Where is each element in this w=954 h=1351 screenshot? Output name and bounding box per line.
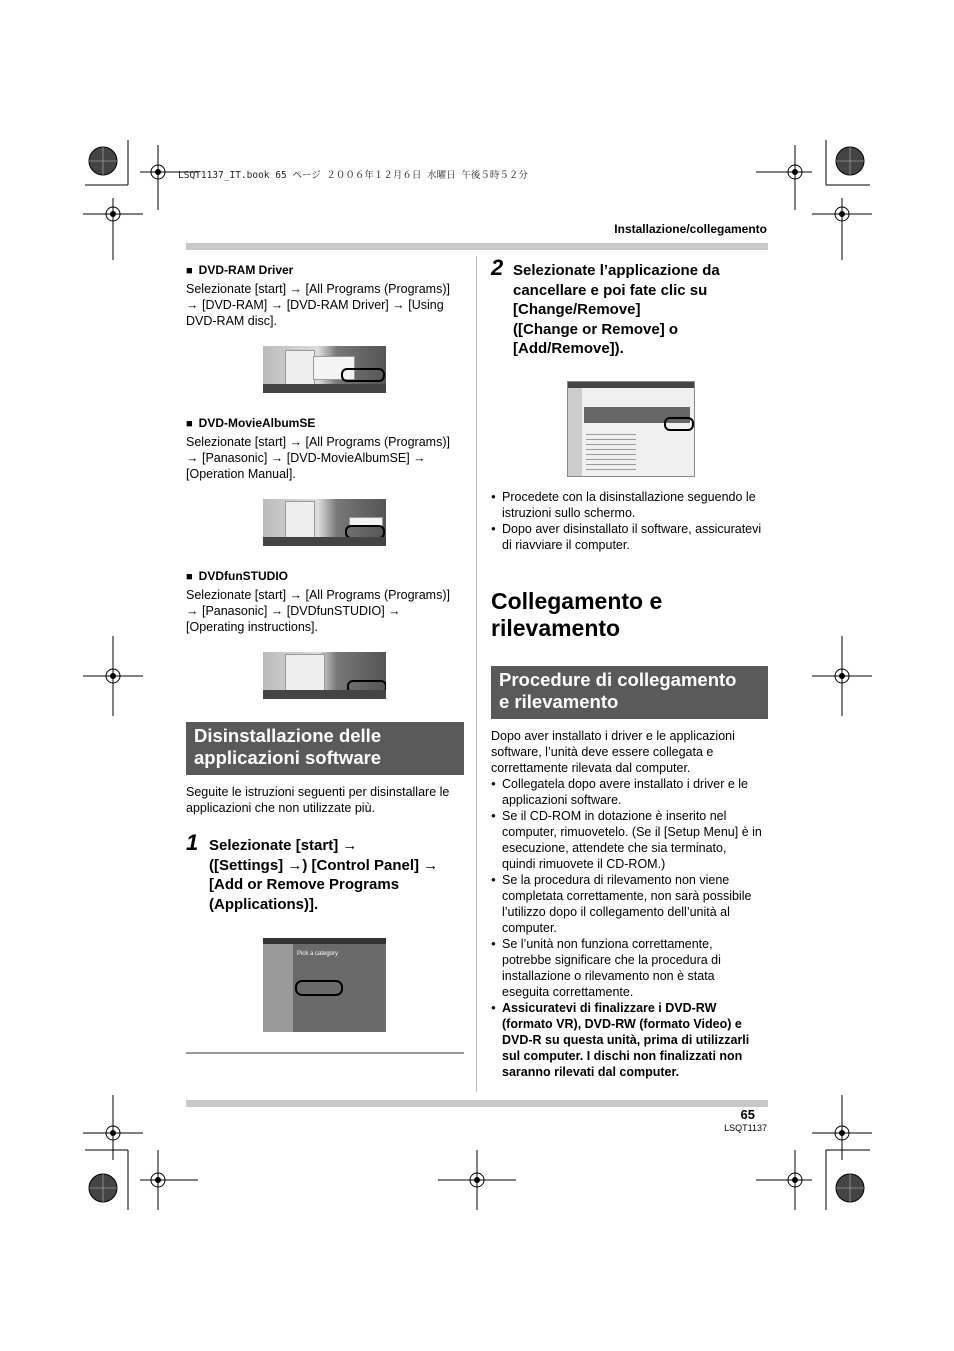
text-line: Se il CD-ROM in dotazione è inserito nel: [502, 809, 727, 823]
dvdram-heading: ■ DVD-RAM Driver: [186, 262, 464, 279]
step-line: Selezionate [start] →: [209, 837, 358, 854]
text-line: DVD-R su questa unità, prima di utilizzarli: [502, 1033, 750, 1047]
top-rule: [186, 243, 768, 250]
text-line: eseguita correttamente.: [502, 985, 634, 999]
text-line: quindi rimuovete il CD-ROM.): [502, 857, 666, 871]
text-line: → [DVD-RAM] → [DVD-RAM Driver] → [Using: [186, 298, 444, 312]
movie-heading: ■ DVD-MovieAlbumSE: [186, 415, 464, 432]
text-line: Se la procedura di rilevamento non viene: [502, 873, 730, 887]
highlight-circle: [664, 417, 694, 431]
bullet-item: [491, 808, 769, 872]
movie-section: [186, 415, 464, 482]
step-line: (Applications)].: [209, 895, 319, 913]
title-line: rilevamento: [491, 615, 621, 641]
bottom-rule: [186, 1100, 768, 1107]
text-line: potrebbe significare che la procedura di: [502, 953, 721, 967]
funstudio-section: [186, 568, 464, 635]
text-line: applicazioni software.: [502, 793, 622, 807]
text-line: Selezionate [start] → [All Programs (Programs)]: [186, 588, 450, 602]
text-line: sul computer. I dischi non finalizzati non: [502, 1049, 743, 1063]
pick-category-label: Pick a category: [297, 951, 339, 957]
screenshot-funstudio: [263, 652, 386, 699]
page-number: 65: [740, 1107, 755, 1122]
step-line: [Change/Remove]: [513, 301, 641, 318]
procedure-body: [491, 728, 769, 1080]
bar-line: Procedure di collegamento: [499, 669, 737, 690]
bar-line: e rilevamento: [499, 691, 619, 712]
screenshot-dvdram: [263, 346, 386, 393]
section-title: [491, 588, 769, 642]
bullet-item: [491, 489, 769, 521]
procedure-section-bar: [491, 666, 768, 719]
text-line: [Operating instructions].: [186, 620, 319, 634]
step-line: ([Settings] →) [Control Panel] →: [209, 856, 439, 874]
running-head: Installazione/collegamento: [614, 222, 767, 236]
left-end-rule: [186, 1052, 464, 1054]
text-line: esecuzione, attendete che sia terminato,: [502, 841, 727, 855]
menu-panel: [285, 654, 325, 694]
bar-line: Disinstallazione delle: [194, 725, 382, 746]
menu-panel: [285, 350, 315, 388]
text-line: correttamente rilevata dal computer.: [491, 761, 691, 775]
text-line: di riavviare il computer.: [502, 538, 630, 552]
step-2-number: 2: [491, 255, 504, 280]
text-line: Seguite le istruzioni seguenti per disinstallare le: [186, 785, 450, 799]
bullet-item: [491, 872, 769, 936]
screenshot-add-remove: [567, 381, 695, 477]
bullet-item-bold: [491, 1000, 769, 1080]
text-line: (formato VR), DVD-RW (formato Video) e: [502, 1017, 742, 1031]
text-line: Collegatela dopo avere installato i driver e le: [502, 777, 748, 791]
column-divider: [476, 256, 477, 1092]
step-1-number: 1: [186, 830, 199, 855]
highlight-circle: [295, 980, 343, 996]
text-line: → [Panasonic] → [DVD-MovieAlbumSE] →: [186, 451, 426, 465]
print-header: LSQT1137_IT.book 65 ページ ２００６年１２月６日 水曜日 午後５時５２分: [178, 170, 528, 181]
doc-code: LSQT1137: [724, 1123, 767, 1133]
screenshot-control-panel: [263, 938, 386, 1032]
funstudio-heading: ■ DVDfunSTUDIO: [186, 568, 464, 585]
step-line: Selezionate l’applicazione da: [513, 262, 720, 279]
text-line: Selezionate [start] → [All Programs (Programs)]: [186, 282, 450, 296]
screenshot-movie: [263, 499, 386, 546]
text-line: Selezionate [start] → [All Programs (Programs)]: [186, 435, 450, 449]
uninstall-intro: [186, 784, 464, 816]
text-line: → [Panasonic] → [DVDfunSTUDIO] →: [186, 604, 401, 618]
uninstall-section-bar: [186, 722, 464, 775]
text-line: computer.: [502, 921, 557, 935]
text-line: istruzioni sullo schermo.: [502, 506, 636, 520]
text-line: DVD-RAM disc].: [186, 314, 277, 328]
taskbar: [263, 690, 386, 699]
left-column: [186, 262, 464, 329]
bar-line: applicazioni software: [194, 747, 382, 768]
step-line: ([Change or Remove] o: [513, 320, 679, 338]
title-line: Collegamento e: [491, 588, 663, 614]
bullet-item: [491, 776, 769, 808]
text-line: Procedete con la disinstallazione seguendo le: [502, 490, 756, 504]
text-line: completata correttamente, non sarà possibile: [502, 889, 752, 903]
text-line: Dopo aver disinstallato il software, assicuratevi: [502, 522, 762, 536]
text-line: saranno rilevati dal computer.: [502, 1065, 680, 1079]
bullet-item: [491, 936, 769, 1000]
text-line: installazione o rilevamento non è stata: [502, 969, 715, 983]
text-line: [Operation Manual].: [186, 467, 296, 481]
text-line: computer, rimuovetelo. (Se il [Setup Menu] è in: [502, 825, 762, 839]
step-2-text: [513, 261, 769, 359]
title-bar: [568, 382, 694, 388]
taskbar: [263, 384, 386, 393]
after-step2-bullets: [491, 489, 769, 553]
menu-panel: [285, 501, 315, 541]
highlight-circle: [341, 368, 385, 382]
step-line: [Add or Remove Programs: [209, 876, 400, 893]
step-line: cancellare e poi fate clic su: [513, 281, 708, 299]
text-line: applicazioni che non utilizzate più.: [186, 801, 376, 815]
text-line: Se l’unità non funziona correttamente,: [502, 937, 713, 951]
side-pane: [568, 388, 582, 476]
step-line: [Add/Remove]).: [513, 340, 624, 357]
bullet-item: [491, 521, 769, 553]
text-line: l’utilizzo dopo il collegamento dell’unità al: [502, 905, 730, 919]
dvdram-text: [186, 281, 464, 329]
text-line: Assicuratevi di finalizzare i DVD-RW: [502, 1001, 717, 1015]
text-line: software, l’unità deve essere collegata e: [491, 745, 714, 759]
side-pane: [263, 944, 293, 1032]
program-list: [586, 430, 636, 470]
text-line: Dopo aver installato i driver e le applicazioni: [491, 729, 735, 743]
taskbar: [263, 537, 386, 546]
step-1-text: [209, 836, 465, 914]
